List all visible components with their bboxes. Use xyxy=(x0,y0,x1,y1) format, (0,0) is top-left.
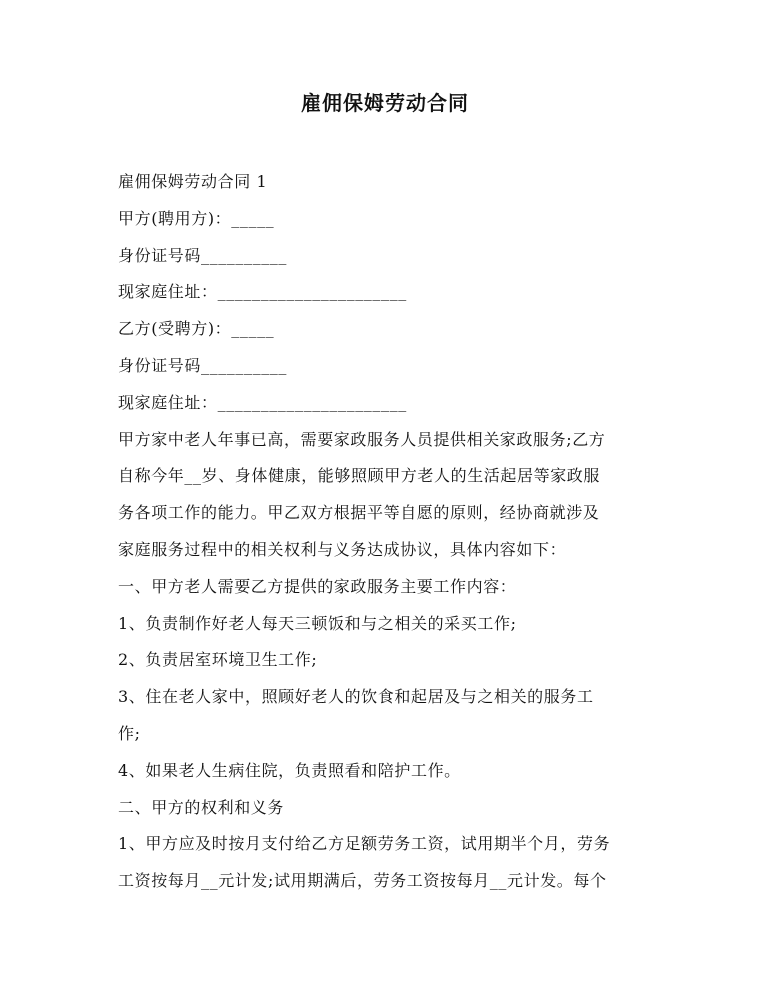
list-item: 3、住在老人家中，照顾好老人的饮食和起居及与之相关的服务工 xyxy=(118,687,594,707)
list-item: 4、如果老人生病住院，负责照看和陪护工作。 xyxy=(118,760,461,780)
document-body xyxy=(118,164,663,900)
party-a-address-line: 现家庭住址：______________________ xyxy=(118,282,407,302)
subtitle-line: 雇佣保姆劳动合同 1 xyxy=(118,172,268,191)
paragraph-line: 自称今年__岁、身体健康，能够照顾甲方老人的生活起居等家政服 xyxy=(118,466,601,486)
section-heading: 一、甲方老人需要乙方提供的家政服务主要工作内容： xyxy=(118,576,517,596)
party-a-id-line: 身份证号码__________ xyxy=(118,245,288,265)
list-item: 2、负责居室环境卫生工作; xyxy=(118,650,318,670)
paragraph-line: 务各项工作的能力。甲乙双方根据平等自愿的原则，经协商就涉及 xyxy=(118,503,600,523)
party-b-id-line: 身份证号码__________ xyxy=(118,355,288,375)
section-heading: 二、甲方的权利和义务 xyxy=(118,797,285,817)
party-a-line: 甲方(聘用方)：_____ xyxy=(118,208,275,228)
document-title: 雇佣保姆劳动合同 xyxy=(301,91,469,115)
list-item: 1、负责制作好老人每天三顿饭和与之相关的采买工作; xyxy=(118,613,517,633)
party-b-line: 乙方(受聘方)：_____ xyxy=(118,319,275,339)
party-b-address-line: 现家庭住址：______________________ xyxy=(118,392,407,412)
list-item: 1、甲方应及时按月支付给乙方足额劳务工资，试用期半个月，劳务 xyxy=(118,834,611,854)
paragraph-line: 家庭服务过程中的相关权利与义务达成协议，具体内容如下： xyxy=(118,539,567,559)
paragraph-line: 甲方家中老人年事已高，需要家政服务人员提供相关家政服务;乙方 xyxy=(118,429,606,449)
list-item-continuation: 工资按每月__元计发;试用期满后，劳务工资按每月__元计发。每个 xyxy=(118,871,607,891)
list-item-continuation: 作; xyxy=(118,723,141,743)
